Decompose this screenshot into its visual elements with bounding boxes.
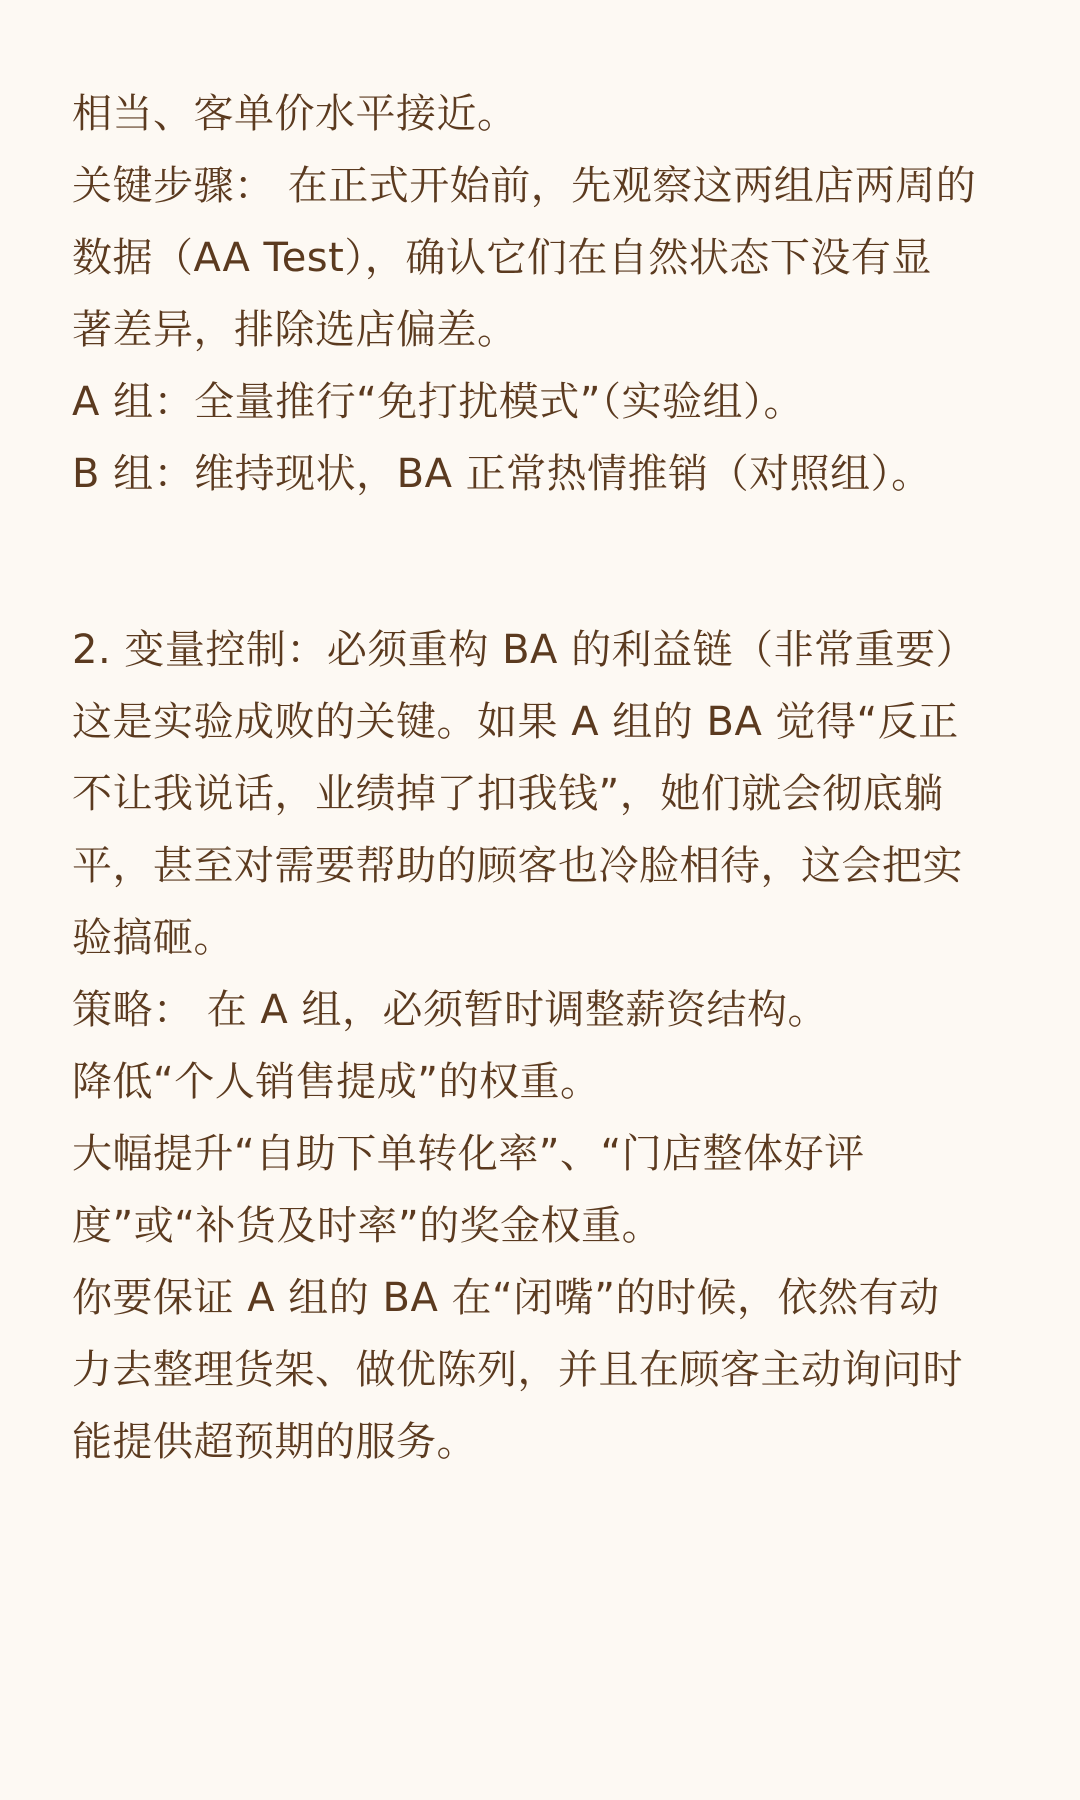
section-variable-control (72, 614, 1022, 1478)
text-line: 验搞砸。 (72, 915, 234, 961)
text-line: 策略： 在 A 组，必须暂时调整薪资结构。 (72, 987, 829, 1033)
text-line: 关键步骤： 在正式开始前，先观察这两组店两周的 (72, 163, 977, 209)
text-line: 平，甚至对需要帮助的顾客也冷脸相待，这会把实 (72, 843, 963, 889)
section-group-assignment (72, 78, 1022, 510)
document-body (72, 78, 1022, 1478)
text-line: B 组：维持现状，BA 正常热情推销（对照组）。 (72, 451, 932, 497)
text-line: 大幅提升“自助下单转化率”、“门店整体好评 (72, 1131, 865, 1177)
text-line: 相当、客单价水平接近。 (72, 91, 518, 137)
text-line: 这是实验成败的关键。如果 A 组的 BA 觉得“反正 (72, 699, 959, 745)
text-line: A 组：全量推行“免打扰模式”（实验组）。 (72, 379, 805, 425)
text-line: 不让我说话，业绩掉了扣我钱”，她们就会彻底躺 (72, 771, 944, 817)
text-line: 力去整理货架、做优陈列，并且在顾客主动询问时 (72, 1347, 963, 1393)
text-line: 著差异，排除选店偏差。 (72, 307, 518, 353)
text-line: 能提供超预期的服务。 (72, 1419, 477, 1465)
text-line: 降低“个人销售提成”的权重。 (72, 1059, 601, 1105)
text-line: 数据（AA Test），确认它们在自然状态下没有显 (72, 235, 932, 281)
text-line: 度”或“补货及时率”的奖金权重。 (72, 1203, 663, 1249)
section-spacer (72, 510, 1022, 614)
section-heading: 2. 变量控制：必须重构 BA 的利益链（非常重要） (72, 627, 977, 673)
text-line: 你要保证 A 组的 BA 在“闭嘴”的时候，依然有动 (72, 1275, 940, 1321)
